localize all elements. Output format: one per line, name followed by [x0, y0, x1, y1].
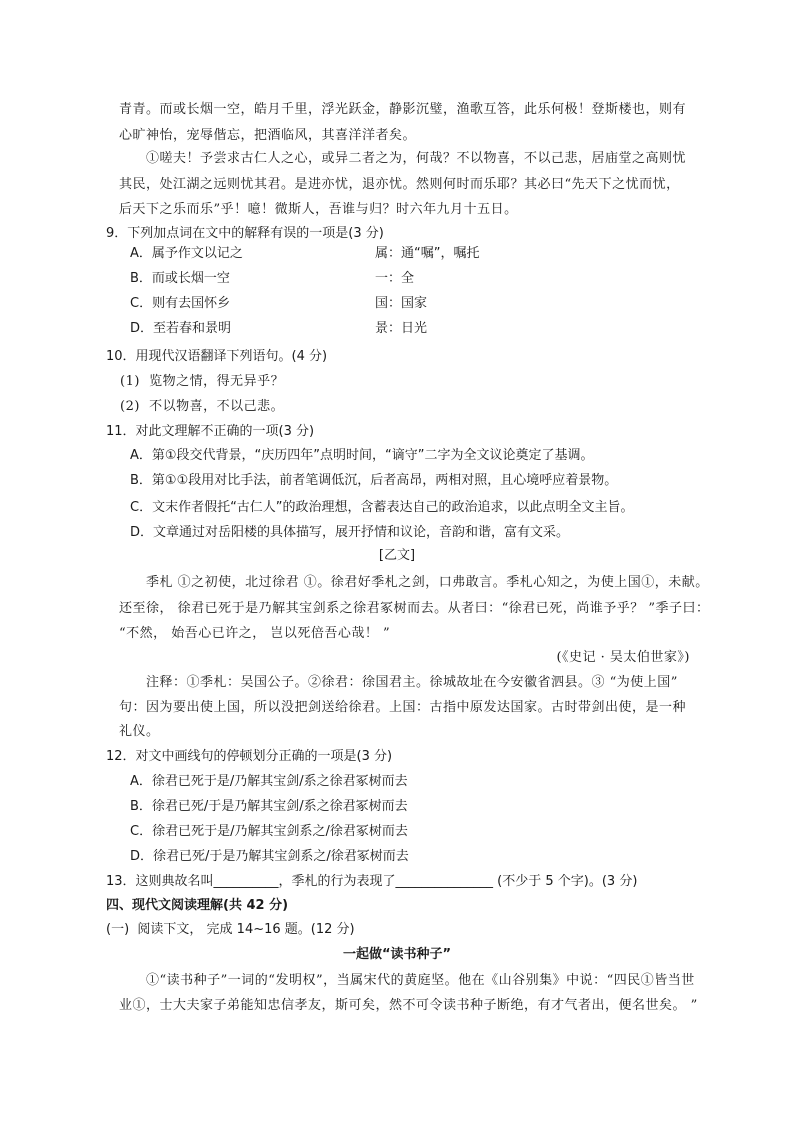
q9-option-a-gloss: 属：通“嘱”，嘱托 — [375, 246, 480, 261]
q9-option-a: A．属予作文以记之 — [130, 246, 243, 261]
passage-a-line: ①嗟夫！予尝求古仁人之心，或异二者之为，何哉？不以物喜，不以己悲，居庙堂之高则忧 — [146, 151, 687, 166]
passage-b-line: “不然， 始吾心已许之， 岂以死倍吾心哉！ ” — [119, 626, 391, 641]
q10-item-2: (2) 不以物喜，不以己悲。 — [120, 399, 285, 414]
q12-stem: 12．对文中画线句的停顿划分正确的一项是(3 分) — [106, 749, 393, 764]
q11-stem: 11．对此文理解不正确的一项(3 分) — [106, 424, 315, 439]
q12-option-a: A．徐君已死于是/乃解其宝剑/系之徐君冢树而去 — [130, 774, 408, 789]
passage-b-note: 礼仪。 — [119, 724, 160, 739]
q12-option-d: D．徐君已死/于是乃解其宝剑系之/徐君冢树而去 — [130, 849, 409, 864]
q12-option-c: C．徐君已死于是/乃解其宝剑系之/徐君冢树而去 — [130, 824, 408, 839]
part-1-heading: (一) 阅读下文， 完成 14~16 题。(12 分) — [106, 922, 355, 937]
q11-option-d: D．文章通过对岳阳楼的具体描写，展开抒情和议论，音韵和谐，富有文采。 — [130, 525, 570, 540]
passage-b-line: 季札 ①之初使，北过徐君 ①。徐君好季札之剑，口弗敢言。季札心知之，为使上国①，未献。 — [146, 575, 709, 590]
article-line: 业①，士大夫家子弟能知忠信孝友，斯可矣，然不可令读书种子断绝，有才气者出，便名世矣。 ” — [119, 998, 698, 1013]
passage-b-note: 句：因为要出使上国，所以没把剑送给徐君。上国：古指中原发达国家。古时带剑出使，是一种 — [119, 700, 687, 715]
passage-a-line: 后天下之乐而乐”乎！噫！微斯人，吾谁与归？时六年九月十五日。 — [119, 202, 518, 217]
q11-option-c: C．文末作者假托“古仁人”的政治理想，含蓄表达自己的政治追求，以此点明全文主旨。 — [130, 500, 634, 515]
q9-option-b: B．而或长烟一空 — [130, 271, 230, 286]
q9-option-d-gloss: 景：日光 — [375, 321, 428, 336]
q10-item-1: (1) 览物之情，得无异乎？ — [120, 374, 285, 389]
q13-stem: 13．这则典故名叫__________，季札的行为表现了_______________ (不少于 5 个字)。(3 分) — [106, 874, 638, 889]
passage-b-title: [乙文] — [378, 548, 416, 563]
q9-option-d: D．至若春和景明 — [130, 321, 232, 336]
article-line: ①“读书种子”一词的“发明权”，当属宋代的黄庭坚。他在《山谷别集》中说：“四民①皆当世 — [146, 973, 695, 988]
passage-a-line: 心旷神怡，宠辱偕忘，把酒临风，其喜洋洋者矣。 — [119, 128, 417, 143]
passage-b-line: 还至徐， 徐君已死于是乃解其宝剑系之徐君冢树而去。从者曰：“徐君已死，尚谁予乎？ ”季子曰： — [119, 601, 710, 616]
q11-option-b: B．第①①段用对比手法，前者笔调低沉，后者高昂，两相对照，且心境呼应着景物。 — [130, 473, 618, 488]
q11-option-a: A．第①段交代背景，“庆历四年”点明时间，“谪守”二字为全文议论奠定了基调。 — [130, 448, 594, 463]
article-title: 一起做“读书种子” — [342, 947, 452, 962]
section-4-heading: 四、现代文阅读理解(共 42 分) — [106, 898, 289, 913]
passage-a-line: 青青。而或长烟一空，皓月千里，浮光跃金，静影沉璧，渔歌互答，此乐何极！登斯楼也，则有 — [119, 102, 687, 117]
passage-b-source: (《史记 · 吴太伯世家》) — [556, 650, 690, 665]
q9-stem: 9．下列加点词在文中的解释有误的一项是(3 分) — [106, 226, 384, 241]
q9-option-c-gloss: 国：国家 — [375, 296, 428, 311]
passage-a-line: 其民，处江湖之远则忧其君。是进亦忧，退亦忧。然则何时而乐耶？其必曰“先天下之忧而忧， — [119, 177, 680, 192]
passage-b-note: 注释：①季札：吴国公子。②徐君：徐国君主。徐城故址在今安徽省泗县。③ “为使上国” — [146, 675, 678, 690]
q12-option-b: B．徐君已死/于是乃解其宝剑/系之徐君冢树而去 — [130, 799, 408, 814]
q9-option-b-gloss: 一：全 — [375, 271, 415, 286]
q9-option-c: C．则有去国怀乡 — [130, 296, 231, 311]
q10-stem: 10．用现代汉语翻译下列语句。(4 分) — [106, 349, 328, 364]
